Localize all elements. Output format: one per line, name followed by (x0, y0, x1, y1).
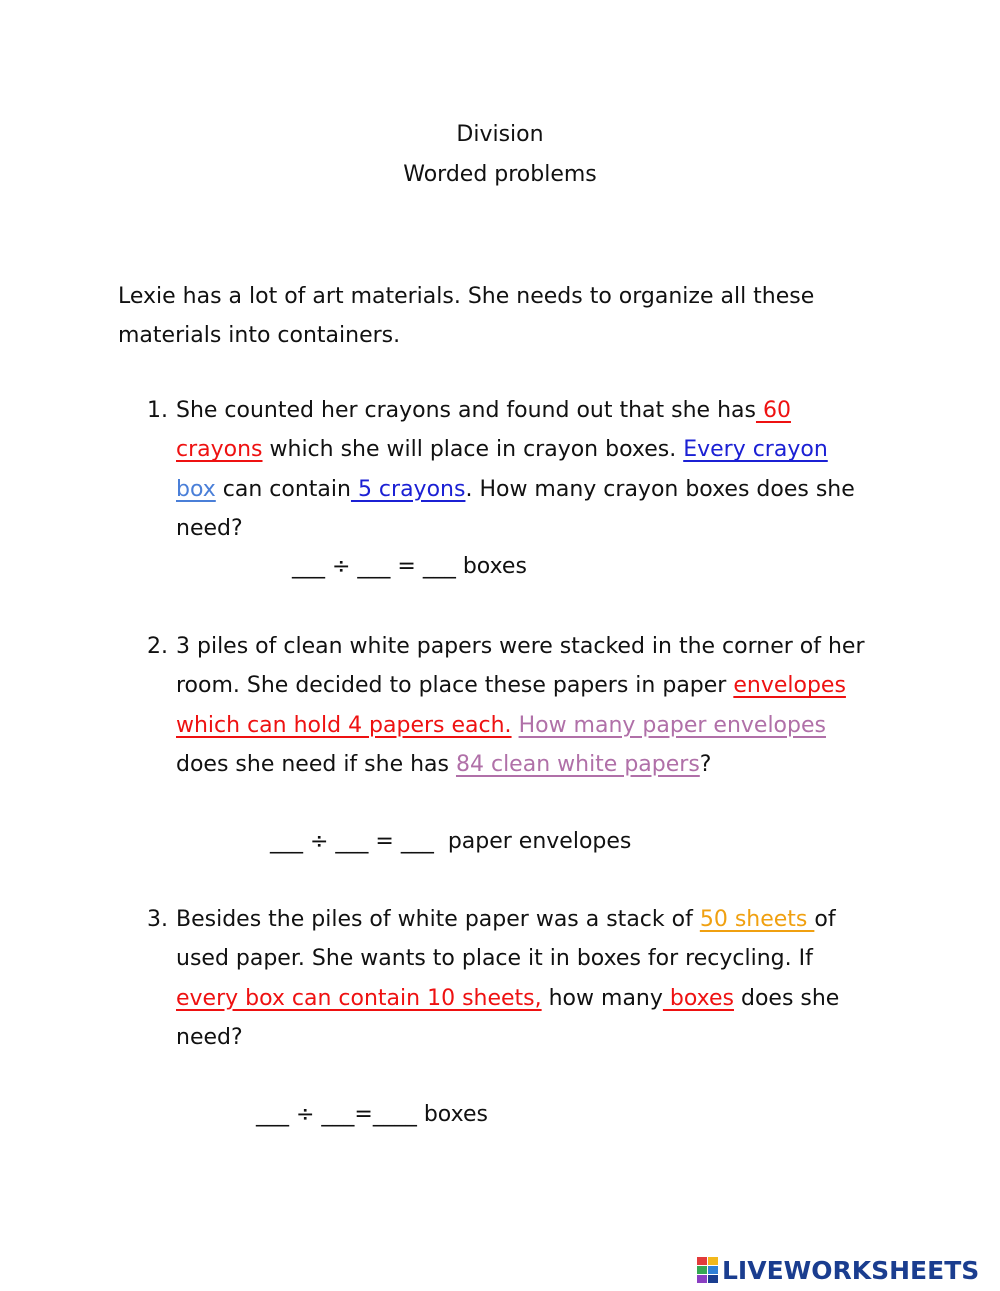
highlight-segment: 5 crayons (350, 476, 466, 502)
highlight-segment: envelopes which can hold 4 papers each. (176, 673, 846, 738)
logo-text: LIVEWORKSHEETS (722, 1255, 980, 1285)
text-segment: 3 piles of clean white papers were stacked in the corner of her room. She decided to place these papers in paper (176, 634, 865, 699)
question-number: 1. (147, 398, 168, 423)
question-2 (147, 627, 867, 784)
liveworksheets-logo-icon (697, 1257, 719, 1283)
page-subtitle: Worded problems (403, 162, 597, 187)
question-1 (147, 391, 867, 548)
highlight-segment: 60 crayons (176, 398, 791, 463)
question-text (176, 627, 867, 784)
text-segment: Besides the piles of white paper was a stack of (176, 907, 700, 932)
page-title: Division (456, 122, 544, 147)
highlight-segment: box (176, 476, 216, 502)
text-segment: does she need if she has (176, 751, 456, 777)
highlight-segment: Every crayon (683, 437, 828, 463)
liveworksheets-logo[interactable] (697, 1255, 979, 1285)
answer-equation-3[interactable]: ___ ÷ ___=____ boxes (256, 1102, 488, 1127)
highlight-segment: 84 clean white papers (455, 751, 700, 777)
text-segment: of used paper. She wants to place it in boxes for recycling. If (176, 907, 836, 972)
question-text (176, 900, 867, 1057)
text-segment (512, 713, 519, 738)
question-text (176, 391, 867, 548)
question-3 (147, 900, 867, 1057)
answer-equation-1[interactable]: ___ ÷ ___ = ___ boxes (292, 554, 527, 579)
text-segment: . How many crayon boxes does she need? (176, 476, 855, 541)
intro-paragraph: Lexie has a lot of art materials. She needs to organize all these materials into containers. (118, 284, 815, 348)
text-segment: which she will place in crayon boxes. (262, 437, 684, 463)
highlight-segment: every box can contain 10 sheets, (176, 985, 542, 1011)
highlight-segment: 50 sheets (699, 907, 815, 932)
text-segment: does she need? (176, 985, 840, 1050)
text-segment: can contain (215, 476, 351, 502)
text-segment: how many (541, 985, 663, 1011)
question-number: 3. (147, 907, 168, 932)
text-segment: She counted her crayons and found out that she has (176, 398, 756, 423)
text-segment: ? (699, 751, 712, 777)
question-number: 2. (147, 634, 168, 659)
highlight-segment: boxes (662, 985, 734, 1011)
highlight-segment: How many paper envelopes (518, 712, 826, 738)
answer-equation-2[interactable]: ___ ÷ ___ = ___ paper envelopes (270, 829, 632, 854)
